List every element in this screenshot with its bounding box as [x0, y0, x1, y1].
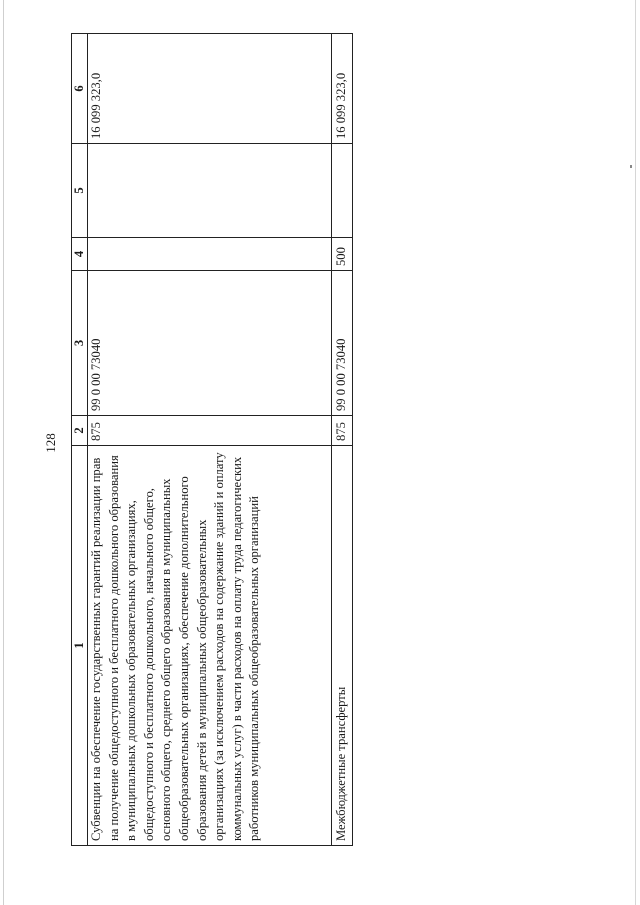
row-target-article: 99 0 00 73040 — [88, 271, 332, 416]
rotated-table-frame — [71, 34, 353, 846]
scan-speck — [630, 165, 632, 168]
row-expense-type — [88, 238, 332, 271]
header-col-4: 4 — [72, 238, 88, 271]
header-col-6: 6 — [72, 34, 88, 144]
row-description: Субвенции на обеспечение государственных гарантий реализации прав на получение общедоступного и бесплатного дошкольного образования в муниципальных дошкольных образовательных организациях, общедоступного и бесплатного дошкольного, начального общего, основного общего, среднего общего образования в муниципальных общеобразовательных организациях, обеспечение дополнительного образования детей в муниципальных общеобразовательных организациях (за исключением расходов на содержание зданий и оплату коммунальных услуг) в части расходов на оплату труда педагогических работников муниципальных общеобразовательных организаций — [88, 446, 332, 846]
row-col5-value — [88, 144, 332, 238]
page-number: 128 — [43, 433, 58, 453]
scan-edge-left — [3, 0, 4, 905]
row-ministry-code: 875 — [88, 416, 332, 446]
table-row — [332, 34, 353, 846]
row-description: Межбюджетные трансферты — [332, 446, 353, 846]
header-col-2: 2 — [72, 416, 88, 446]
row-expense-type: 500 — [332, 238, 353, 271]
row-amount: 16 099 323,0 — [332, 34, 353, 144]
header-col-5: 5 — [72, 144, 88, 238]
budget-table — [71, 33, 353, 846]
table-row — [88, 34, 332, 846]
header-col-1: 1 — [72, 446, 88, 846]
row-ministry-code: 875 — [332, 416, 353, 446]
header-col-3: 3 — [72, 271, 88, 416]
row-amount: 16 099 323,0 — [88, 34, 332, 144]
scan-edge-right — [635, 0, 636, 905]
row-col5-value — [332, 144, 353, 238]
rotated-table-content — [71, 34, 353, 846]
table-header-row — [72, 34, 88, 846]
row-target-article: 99 0 00 73040 — [332, 271, 353, 416]
